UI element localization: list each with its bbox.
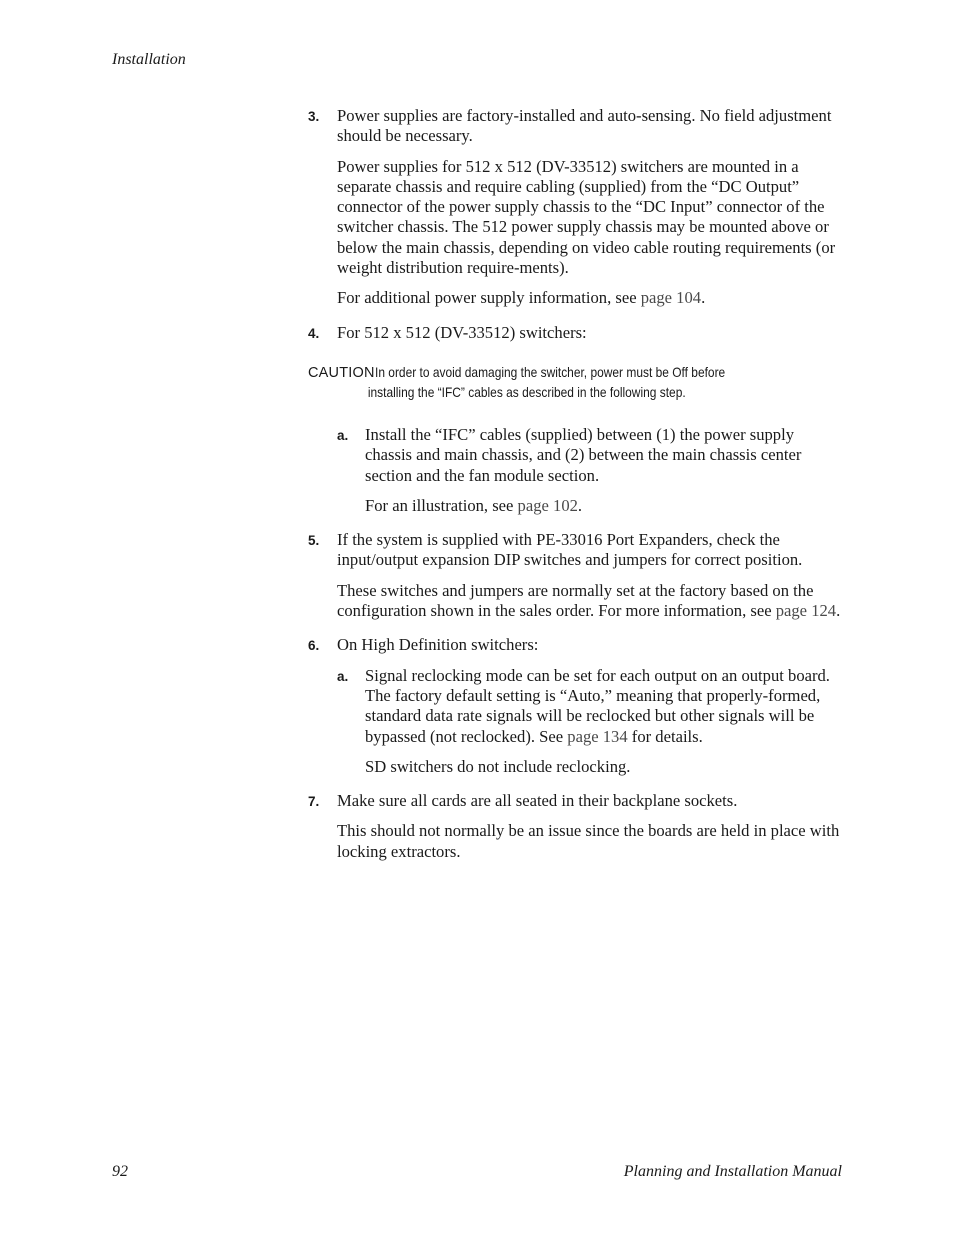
- caution-text: installing the “IFC” cables as described in the following step.: [367, 385, 686, 401]
- page-link[interactable]: page 134: [567, 726, 628, 746]
- paragraph: Make sure all cards are all seated in their backplane sockets.: [337, 791, 738, 811]
- paragraph: Power supplies for 512 x 512 (DV-33512) switchers are mounted in a separate chassis and require cabling (supplied) from the “DC Output” connector of the power supply chassis to the “DC Input” connector of the switcher chassis. The 512 power supply chassis may be mounted above or below the main chassis, depending on video cable routing requirements (or weight distribution require-ments).: [337, 156, 836, 278]
- paragraph: For additional power supply information, see page 104.: [337, 288, 706, 308]
- paragraph: On High Definition switchers:: [337, 635, 539, 655]
- substep-a: [337, 666, 842, 777]
- page-link[interactable]: page 104: [640, 288, 702, 308]
- manual-title: Planning and Installation Manual: [623, 1163, 842, 1180]
- running-header: Installation: [112, 51, 186, 68]
- caution-text: In order to avoid damaging the switcher, power must be Off before: [374, 364, 725, 380]
- paragraph: For 512 x 512 (DV-33512) switchers:: [337, 322, 587, 342]
- substep-letter: a.: [337, 668, 349, 684]
- page-link[interactable]: page 124: [775, 601, 837, 621]
- paragraph: For an illustration, see page 102.: [365, 495, 583, 515]
- caution-note: [308, 363, 842, 403]
- paragraph: Power supplies are factory-installed and auto-sensing. No field adjustment should be necessary.: [337, 106, 832, 146]
- paragraph: These switches and jumpers are normally set at the factory based on the configuration shown in the sales order. For more information, see page 124.: [337, 580, 841, 621]
- step-7: [308, 791, 842, 862]
- step-4-continued: [308, 425, 842, 516]
- step-3: [308, 106, 842, 309]
- step-6: [308, 635, 842, 777]
- page-content: [308, 106, 842, 876]
- page-number: 92: [112, 1163, 128, 1180]
- page-link[interactable]: page 102: [517, 495, 578, 515]
- step-4: [308, 323, 842, 343]
- step-number: 4.: [308, 325, 320, 341]
- step-number: 5.: [308, 533, 320, 549]
- step-number: 7.: [308, 794, 320, 810]
- paragraph: If the system is supplied with PE-33016 Port Expanders, check the input/output expansion DIP switches and jumpers for correct position.: [337, 530, 803, 570]
- step-5: [308, 530, 842, 621]
- caution-label: CAUTION: [308, 364, 375, 381]
- paragraph: SD switchers do not include reclocking.: [365, 756, 631, 776]
- paragraph: Signal reclocking mode can be set for each output on an output board. The factory default setting is “Auto,” meaning that properly-formed, standard data rate signals will be reclocked but other signals will be bypassed (not reclocked). See page 134 for details.: [365, 665, 830, 746]
- substep-a: [337, 425, 842, 516]
- paragraph: This should not normally be an issue since the boards are held in place with locking extractors.: [337, 821, 840, 861]
- substep-letter: a.: [337, 427, 349, 443]
- step-number: 6.: [308, 638, 320, 654]
- step-number: 3.: [308, 109, 320, 124]
- paragraph: Install the “IFC” cables (supplied) between (1) the power supply chassis and main chassis, and (2) between the main chassis center section and the fan module section.: [365, 424, 802, 485]
